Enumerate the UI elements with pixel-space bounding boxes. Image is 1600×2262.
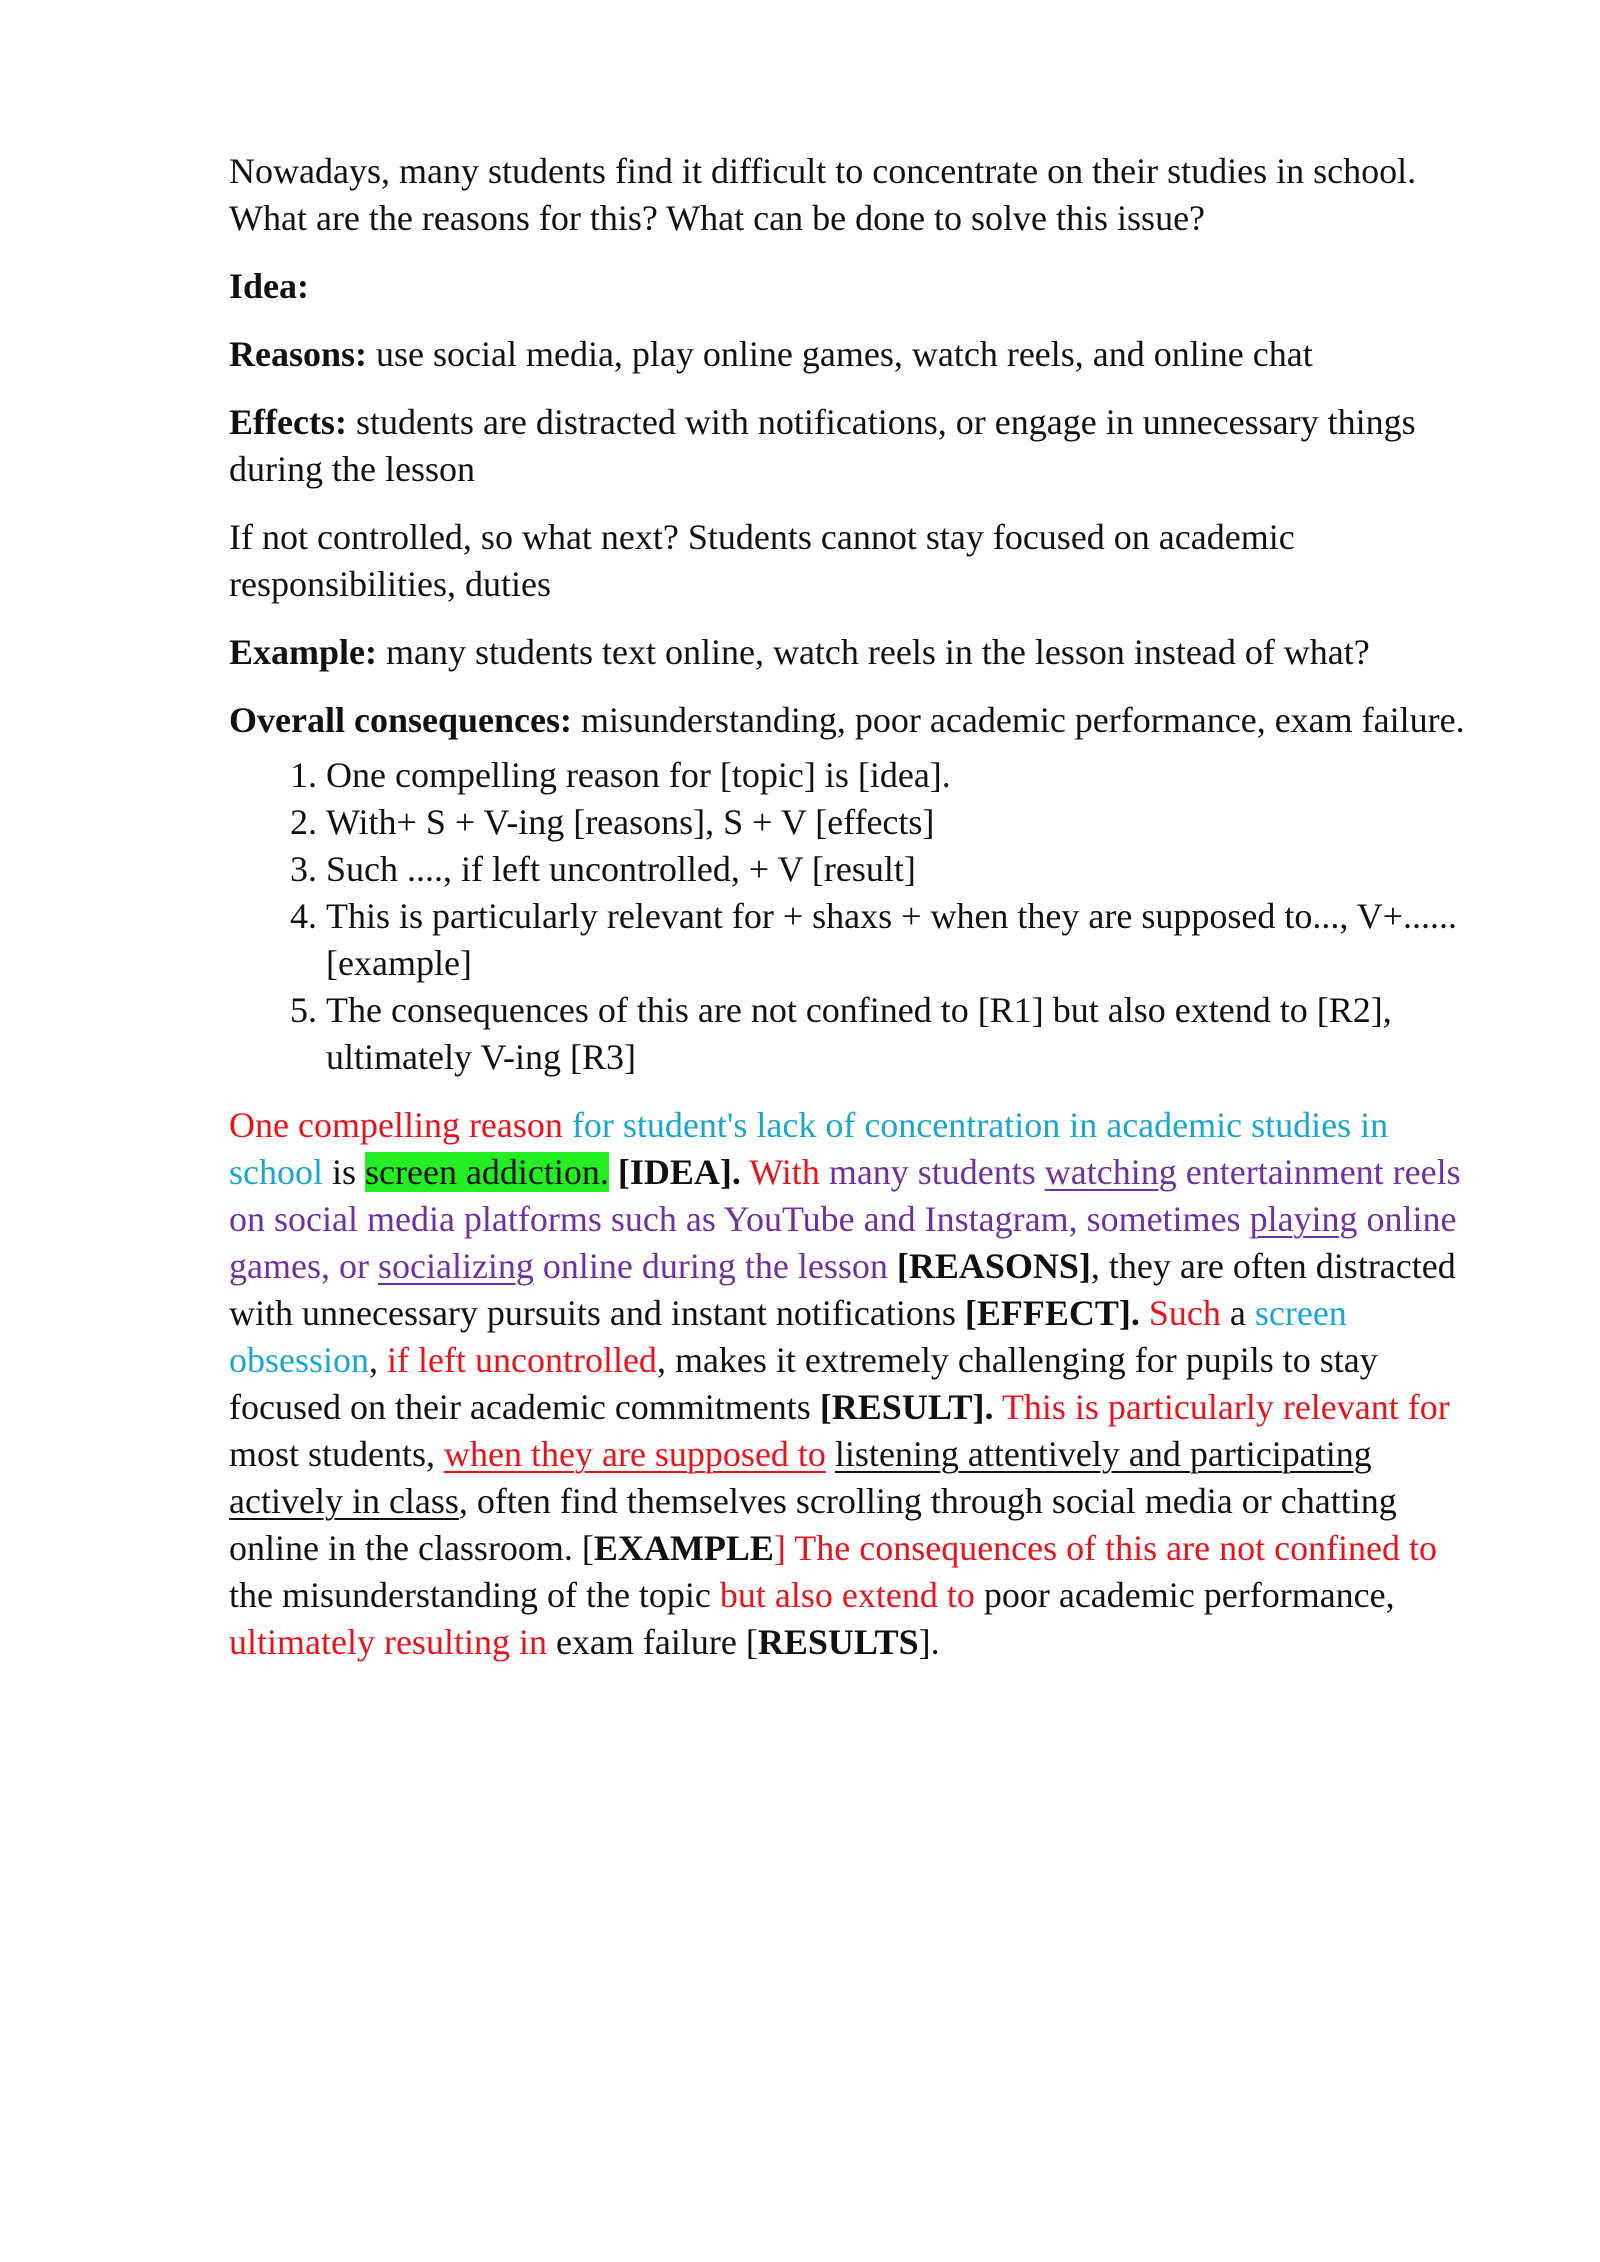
overall-label: Overall consequences: xyxy=(229,700,572,740)
phrase-reasons: entertainment reels on social media platforms such as YouTube and Instagram, sometimes xyxy=(229,1152,1461,1239)
phrase-red: This is particularly relevant for xyxy=(993,1387,1450,1427)
phrase-plain: , they are often distracted with unnecessary pursuits and instant notifications xyxy=(229,1246,1456,1333)
model-paragraph xyxy=(229,1102,1484,1666)
overall-text: misunderstanding, poor academic performance, exam failure. xyxy=(571,700,1465,740)
underlined-verb: playing xyxy=(1249,1199,1358,1239)
example-text: many students text online, watch reels in the lesson instead of what? xyxy=(377,632,1370,672)
template-item: 2. With+ S + V-ing [reasons], S + V [effects] xyxy=(326,799,1484,846)
phrase-red: Such xyxy=(1139,1293,1221,1333)
phrase-plain: exam failure [ xyxy=(546,1622,758,1662)
idea-heading xyxy=(229,263,1484,310)
example-line xyxy=(229,629,1484,676)
tag-example: EXAMPLE xyxy=(593,1528,774,1568)
phrase-plain: , makes it extremely challenging for pupils to stay focused on their academic commitments xyxy=(229,1340,1378,1427)
reasons-label: Reasons: xyxy=(229,334,368,374)
phrase-plain: , xyxy=(369,1340,388,1380)
template-item: 4. This is particularly relevant for + shaxs + when they are supposed to..., V+......[example] xyxy=(326,893,1484,987)
tag-effect: [EFFECT]. xyxy=(964,1293,1140,1333)
idea-heading-label: Idea: xyxy=(229,266,309,306)
phrase-red: With xyxy=(740,1152,820,1192)
phrase-red: ] The consequences of this are not confined to xyxy=(773,1528,1438,1568)
effects-text: students are distracted with notifications, or engage in unnecessary things during the lesson xyxy=(229,402,1416,489)
overall-consequences-line xyxy=(229,697,1484,744)
phrase-plain: most students, xyxy=(229,1434,445,1474)
phrase-reasons: online during the lesson xyxy=(533,1246,888,1286)
highlighted-idea: screen addiction. xyxy=(365,1152,609,1192)
template-item: 5. The consequences of this are not confined to [R1] but also extend to [R2], ultimately V-ing [R3] xyxy=(326,987,1484,1081)
tag-reasons: [REASONS] xyxy=(887,1246,1091,1286)
underlined-phrase: listening attentively and participating actively in class xyxy=(229,1434,1372,1521)
tag-idea: [IDEA]. xyxy=(608,1152,741,1192)
effects-line xyxy=(229,399,1484,493)
phrase-plain: is xyxy=(323,1152,366,1192)
phrase-topic: for student's lack of concentration in academic studies in school xyxy=(229,1105,1389,1192)
reasons-text: use social media, play online games, watch reels, and online chat xyxy=(367,334,1313,374)
example-label: Example: xyxy=(229,632,377,672)
phrase-plain: poor academic performance, xyxy=(974,1575,1395,1615)
document-page xyxy=(229,148,1484,1687)
phrase-plain: the misunderstanding of the topic xyxy=(229,1575,720,1615)
tag-results: RESULTS xyxy=(757,1622,919,1662)
underlined-phrase-red: when they are supposed to xyxy=(444,1434,826,1474)
sentence-template-list xyxy=(229,752,1484,1081)
if-not-controlled-line: If not controlled, so what next? Students cannot stay focused on academic responsibilities, duties xyxy=(229,517,1295,604)
phrase-reasons: online games, or xyxy=(229,1199,1457,1286)
phrase-red: if left uncontrolled xyxy=(387,1340,657,1380)
phrase-red: but also extend to xyxy=(719,1575,975,1615)
template-item: 3. Such ...., if left uncontrolled, + V [result] xyxy=(326,846,1484,893)
phrase-red: ultimately resulting in xyxy=(229,1622,547,1662)
tag-result: [RESULT]. xyxy=(819,1387,994,1427)
phrase-plain: a xyxy=(1220,1293,1255,1333)
phrase-plain: ]. xyxy=(918,1622,940,1662)
template-item: 1. One compelling reason for [topic] is [idea]. xyxy=(326,752,1484,799)
phrase-plain: , often find themselves scrolling through social media or chatting online in the classroom. [ xyxy=(229,1481,1397,1568)
underlined-verb: socializing xyxy=(377,1246,534,1286)
underlined-verb: watching xyxy=(1044,1152,1177,1192)
phrase-reasons: many students xyxy=(819,1152,1045,1192)
phrase-red: One compelling reason xyxy=(229,1105,563,1145)
phrase-plain xyxy=(826,1434,835,1474)
phrase-topic: screen obsession xyxy=(229,1293,1347,1380)
essay-prompt: Nowadays, many students find it difficult to concentrate on their studies in school. What are the reasons for this? What can be done to solve this issue? xyxy=(229,151,1417,238)
effects-label: Effects: xyxy=(229,402,347,442)
reasons-line xyxy=(229,331,1484,378)
